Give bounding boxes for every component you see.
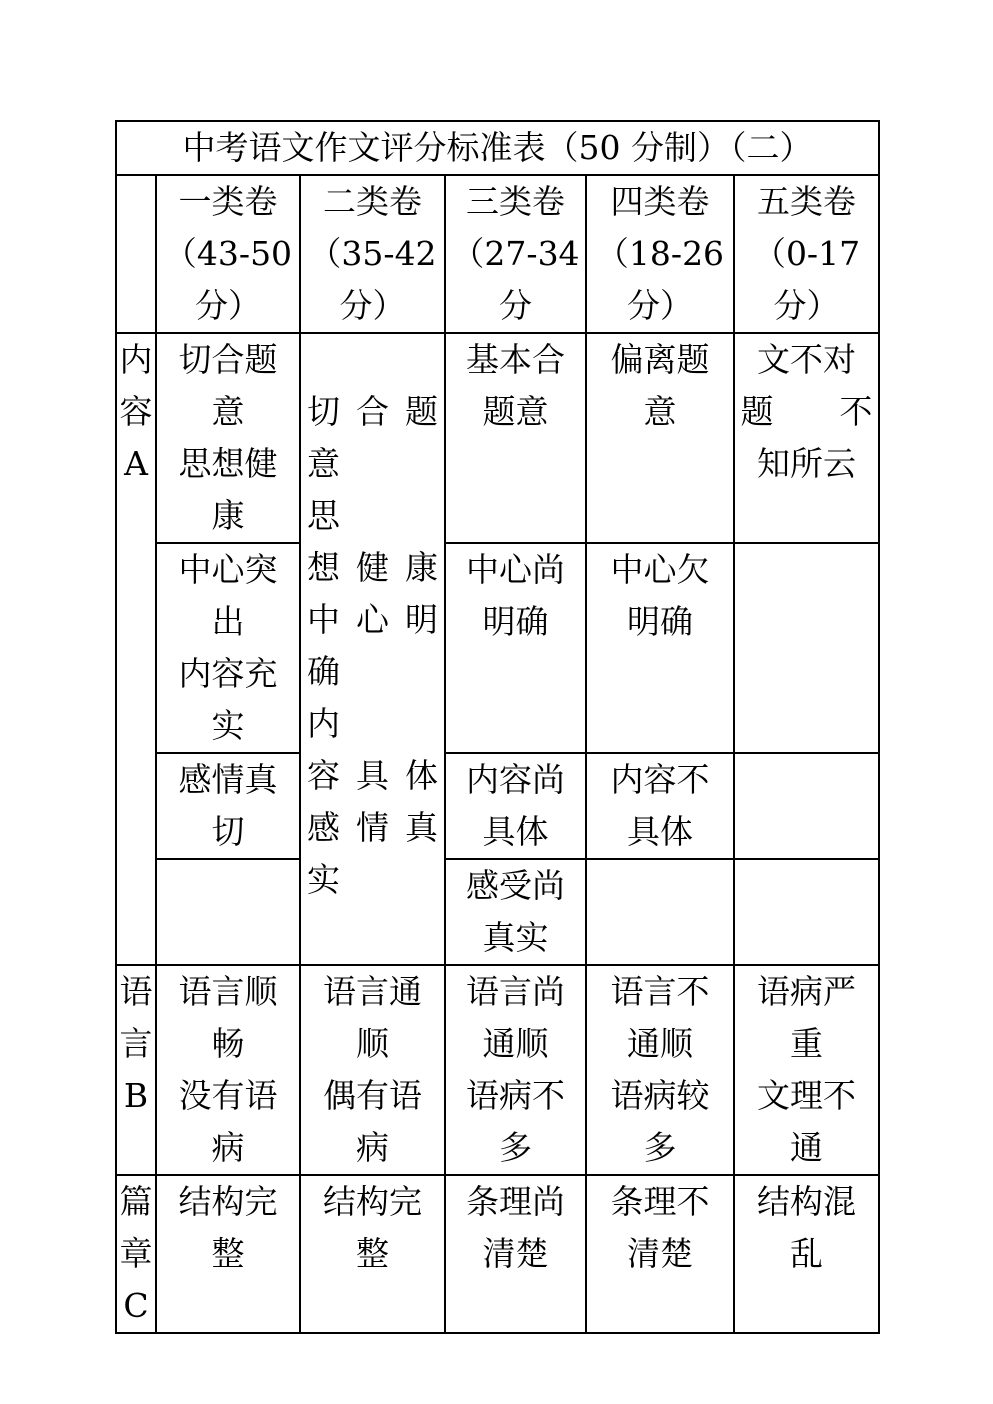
header-grade-5 xyxy=(734,175,879,333)
cell-text: 中心突 xyxy=(178,550,278,589)
cell-text: 具体 xyxy=(627,812,693,851)
cell-text: 语病较 xyxy=(610,1076,710,1115)
structure-c2 xyxy=(300,1175,445,1333)
cell-text: 感受尚 xyxy=(466,866,565,905)
header-text: 四类卷 xyxy=(610,182,710,221)
cell-text: 中心欠 xyxy=(610,550,710,589)
header-text: 分） xyxy=(627,286,693,325)
header-text: 分） xyxy=(339,286,406,325)
header-text: （18-26 xyxy=(595,234,725,273)
cell-text: 实 xyxy=(307,860,340,899)
cell-text: 具体 xyxy=(482,812,549,851)
cell-text: 清楚 xyxy=(627,1234,693,1273)
cell-text: 整 xyxy=(356,1234,389,1273)
cell-text: 中心尚 xyxy=(466,550,565,589)
corner-cell xyxy=(116,175,156,333)
cell-text: 偶有语 xyxy=(323,1076,422,1115)
content-r4-c5-empty xyxy=(734,859,879,965)
content-r4-c3 xyxy=(445,859,586,965)
table-title: 中考语文作文评分标准表（50 分制）（二） xyxy=(116,121,879,175)
cell-text: 文理不 xyxy=(757,1076,856,1115)
cell-text: 切 xyxy=(211,812,245,851)
structure-c4 xyxy=(586,1175,734,1333)
header-text: 二类卷 xyxy=(323,182,422,221)
cell-text: 实 xyxy=(211,706,245,745)
cell-text: 病 xyxy=(356,1128,389,1167)
cell-text: 偏离题 xyxy=(610,340,710,379)
language-c2 xyxy=(300,965,445,1175)
content-r3-c5-empty xyxy=(734,753,879,859)
content-r4-c1-empty xyxy=(156,859,300,965)
header-grade-3 xyxy=(445,175,586,333)
cell-text: 意 xyxy=(643,392,677,431)
cell-text: 感情真 xyxy=(178,760,278,799)
language-c3 xyxy=(445,965,586,1175)
scoring-table xyxy=(115,120,880,1334)
section-label-text: B xyxy=(123,1076,149,1115)
cell-text: 思想健 xyxy=(178,444,278,483)
cell-text: 内容不 xyxy=(610,760,710,799)
cell-text: 乱 xyxy=(790,1234,823,1273)
cell-text: 内容充 xyxy=(178,654,278,693)
cell-text: 畅 xyxy=(211,1024,245,1063)
content-r1-c3 xyxy=(445,333,586,543)
cell-text: 语病严 xyxy=(757,972,856,1011)
cell-text: 语言尚 xyxy=(466,972,565,1011)
content-r4-c4-empty xyxy=(586,859,734,965)
content-r3-c4 xyxy=(586,753,734,859)
section-label-text: 语言 xyxy=(119,972,153,1063)
cell-text: 语言不 xyxy=(610,972,710,1011)
cell-text: 文不对 xyxy=(757,340,856,379)
header-text: （27-34 xyxy=(451,234,580,273)
cell-text: 康 xyxy=(211,496,245,535)
cell-text: 语言顺 xyxy=(178,972,278,1011)
cell-text: 切合题 xyxy=(307,392,438,431)
cell-text: 真实 xyxy=(482,918,549,957)
cell-text: 清楚 xyxy=(482,1234,549,1273)
section-label-text: C xyxy=(123,1286,149,1325)
content-c2-merged xyxy=(300,333,445,965)
structure-c1 xyxy=(156,1175,300,1333)
header-grade-4 xyxy=(586,175,734,333)
content-r3-c1 xyxy=(156,753,300,859)
cell-text: 结构混 xyxy=(757,1182,856,1221)
language-c1 xyxy=(156,965,300,1175)
cell-text: 想健康 xyxy=(307,548,438,587)
cell-text: 明确 xyxy=(627,602,693,641)
cell-text: 通 xyxy=(790,1128,823,1167)
cell-text: 重 xyxy=(790,1024,823,1063)
header-text: 五类卷 xyxy=(757,182,856,221)
structure-c5 xyxy=(734,1175,879,1333)
cell-text: 基本合 xyxy=(466,340,565,379)
content-r2-c4 xyxy=(586,543,734,753)
header-text: 分 xyxy=(499,286,532,325)
cell-text: 明确 xyxy=(482,602,549,641)
cell-text: 容具体 xyxy=(307,756,438,795)
content-r2-c1 xyxy=(156,543,300,753)
cell-text: 确 内 xyxy=(307,652,406,743)
cell-text: 题意 xyxy=(482,392,549,431)
content-r3-c3 xyxy=(445,753,586,859)
content-r2-c3 xyxy=(445,543,586,753)
section-label-text: A xyxy=(124,444,148,483)
cell-text: 知所云 xyxy=(757,444,856,483)
cell-text: 顺 xyxy=(356,1024,389,1063)
content-r2-c5-empty xyxy=(734,543,879,753)
header-text: 分） xyxy=(773,286,840,325)
cell-text: 意 xyxy=(211,392,245,431)
content-r1-c1 xyxy=(156,333,300,543)
content-r1-c5 xyxy=(734,333,879,543)
language-c4 xyxy=(586,965,734,1175)
cell-text: 出 xyxy=(211,602,245,641)
cell-text: 切合题 xyxy=(178,340,278,379)
structure-c3 xyxy=(445,1175,586,1333)
section-label-language xyxy=(116,965,156,1175)
header-text: （43-50 xyxy=(163,234,293,273)
header-text: 分） xyxy=(195,286,261,325)
header-grade-1 xyxy=(156,175,300,333)
cell-text: 结构完 xyxy=(178,1182,278,1221)
cell-text: 语言通 xyxy=(323,972,422,1011)
header-text: （35-42 xyxy=(308,234,437,273)
cell-text: 多 xyxy=(643,1128,677,1167)
content-r1-c4 xyxy=(586,333,734,543)
cell-text: 条理尚 xyxy=(466,1182,565,1221)
cell-text: 感情真 xyxy=(307,808,438,847)
section-label-text: 内容 xyxy=(119,340,153,431)
section-label-text: 篇章 xyxy=(119,1182,153,1273)
cell-text: 通顺 xyxy=(482,1024,549,1063)
section-label-content xyxy=(116,333,156,965)
cell-text: 结构完 xyxy=(323,1182,422,1221)
cell-text: 题 不 xyxy=(740,392,873,431)
cell-text: 多 xyxy=(499,1128,532,1167)
header-text: （0-17 xyxy=(752,234,861,273)
cell-text: 整 xyxy=(211,1234,245,1273)
section-label-structure xyxy=(116,1175,156,1333)
language-c5 xyxy=(734,965,879,1175)
cell-text: 内容尚 xyxy=(466,760,565,799)
cell-text: 没有语 xyxy=(178,1076,278,1115)
cell-text: 通顺 xyxy=(627,1024,693,1063)
header-text: 一类卷 xyxy=(178,182,278,221)
cell-text: 语病不 xyxy=(466,1076,565,1115)
cell-text: 条理不 xyxy=(610,1182,710,1221)
cell-text: 意 思 xyxy=(307,444,406,535)
cell-text: 中心明 xyxy=(307,600,438,639)
header-text: 三类卷 xyxy=(466,182,565,221)
cell-text: 病 xyxy=(211,1128,245,1167)
header-grade-2 xyxy=(300,175,445,333)
